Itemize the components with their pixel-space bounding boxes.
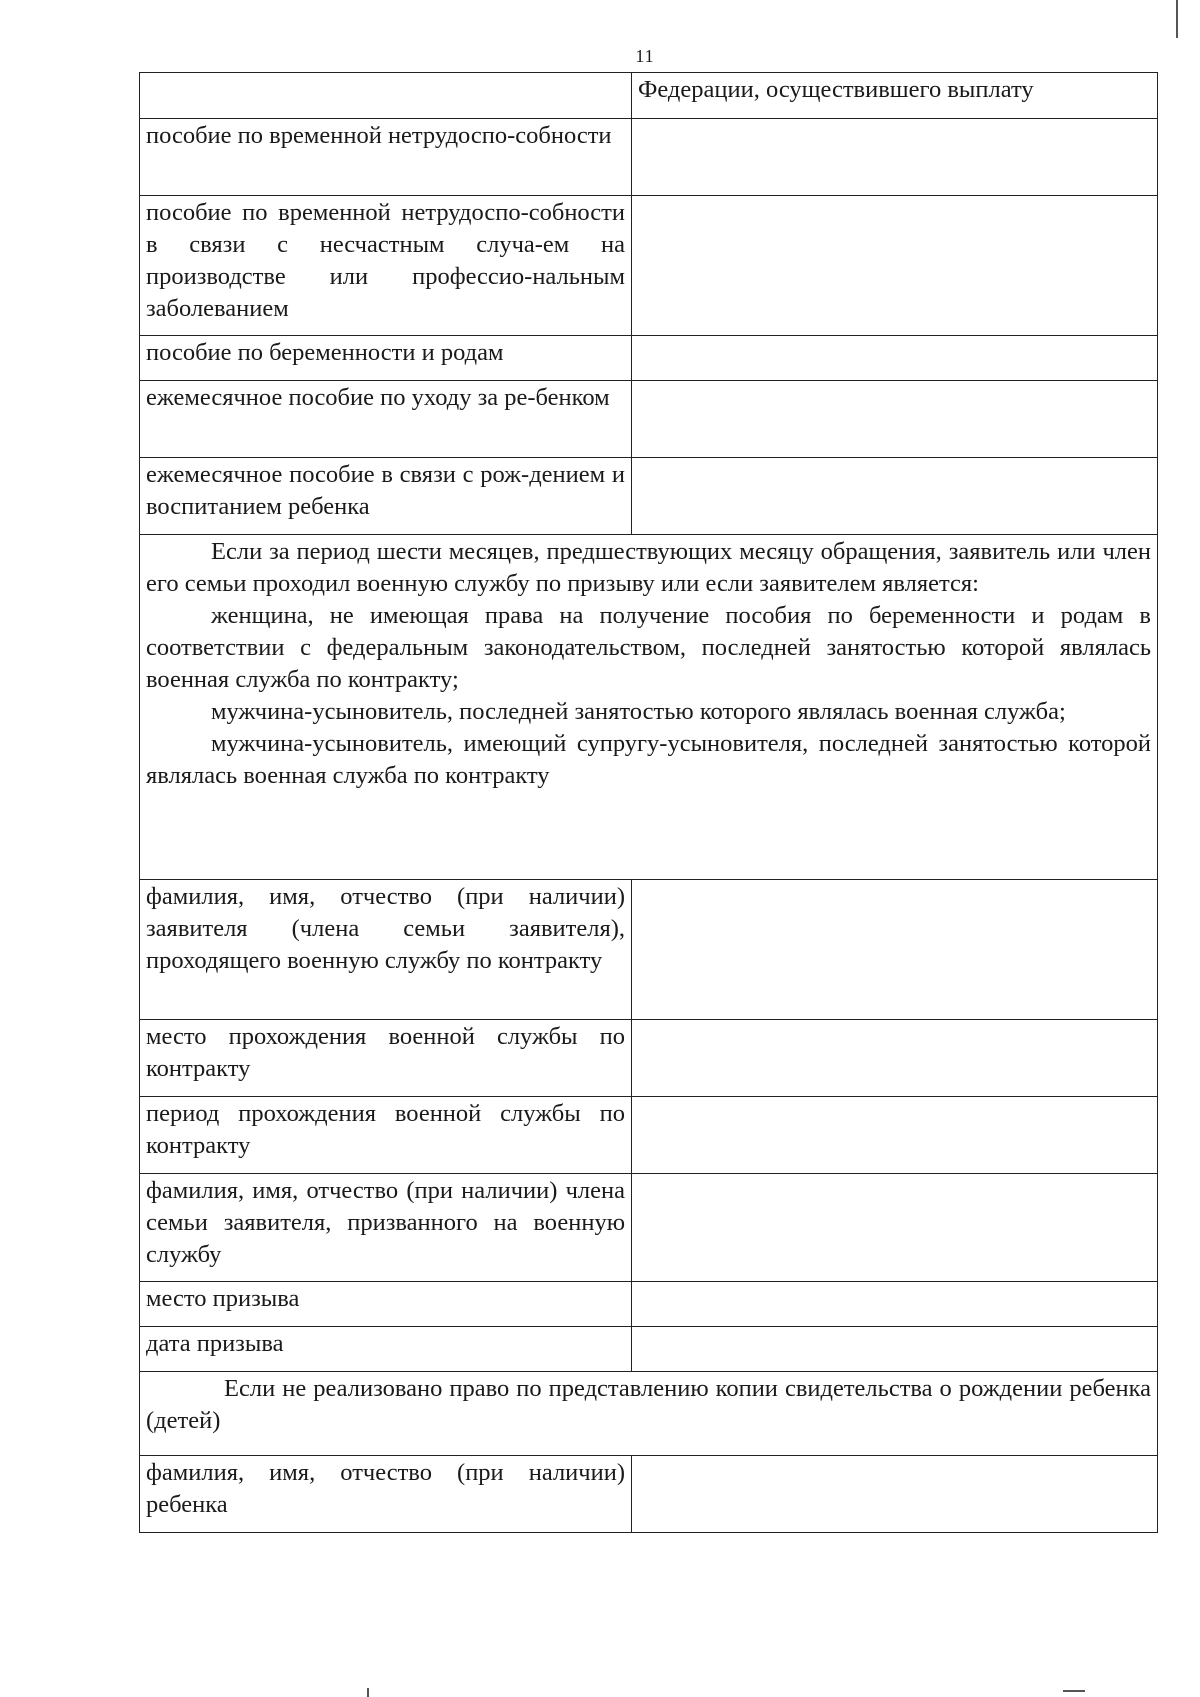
table-row xyxy=(140,880,1158,1020)
benefit-label: пособие по временной нетрудоспо-собности xyxy=(140,119,632,196)
section-paragraph: Если не реализовано право по представлению копии свидетельства о рождении ребенка (детей) xyxy=(146,1375,1151,1434)
birth-certificate-section xyxy=(140,1372,1158,1456)
table-row xyxy=(140,73,1158,119)
military-label: место призыва xyxy=(140,1282,632,1327)
section-paragraph: женщина, не имеющая права на получение пособия по беременности и родам в соответствии с федеральным законодательством, последней занятостью которой являлась военная служба по контракту; xyxy=(146,602,1151,693)
application-form-table xyxy=(139,72,1158,1533)
table-row xyxy=(140,119,1158,196)
section-paragraph: мужчина-усыновитель, последней занятостью которого являлась военная служба; xyxy=(211,698,1066,725)
military-value-field[interactable] xyxy=(632,1327,1158,1372)
table-row xyxy=(140,1020,1158,1097)
empty-label-cell xyxy=(140,73,632,119)
benefit-value-field[interactable] xyxy=(632,336,1158,381)
benefit-value-field[interactable] xyxy=(632,458,1158,535)
military-label: дата призыва xyxy=(140,1327,632,1372)
military-value-field[interactable] xyxy=(632,1097,1158,1174)
benefit-value-field[interactable] xyxy=(632,119,1158,196)
benefit-label: пособие по временной нетрудоспо-собности в связи с несчастным случа-ем на производстве или профессио-нальным заболеванием xyxy=(140,196,632,336)
military-value-field[interactable] xyxy=(632,1174,1158,1282)
section-row xyxy=(140,1372,1158,1456)
table-row xyxy=(140,336,1158,381)
section-paragraph: мужчина-усыновитель, имеющий супругу-усыновителя, последней занятостью которой являлась военная служба по контракту xyxy=(146,730,1151,789)
benefit-label: пособие по беременности и родам xyxy=(140,336,632,381)
benefit-label: ежемесячное пособие по уходу за ре-бенком xyxy=(140,381,632,458)
table-row xyxy=(140,1174,1158,1282)
military-label: фамилия, имя, отчество (при наличии) члена семьи заявителя, призванного на военную службу xyxy=(140,1174,632,1282)
scan-mark xyxy=(1063,1690,1085,1692)
benefit-value-field[interactable] xyxy=(632,196,1158,336)
section-paragraph: Если за период шести месяцев, предшествующих месяцу обращения, заявитель или член его семьи проходил военную службу по призыву или если заявителем является: xyxy=(146,538,1151,597)
scan-mark xyxy=(367,1688,369,1697)
table-row xyxy=(140,381,1158,458)
column-header-continuation: Федерации, осуществившего выплату xyxy=(632,73,1158,119)
page-number: 11 xyxy=(635,46,655,66)
military-value-field[interactable] xyxy=(632,1282,1158,1327)
benefit-value-field[interactable] xyxy=(632,381,1158,458)
table-row xyxy=(140,196,1158,336)
military-value-field[interactable] xyxy=(632,1020,1158,1097)
military-service-section xyxy=(140,535,1158,880)
military-value-field[interactable] xyxy=(632,880,1158,1020)
military-label: период прохождения военной службы по контракту xyxy=(140,1097,632,1174)
table-row xyxy=(140,1097,1158,1174)
table-row xyxy=(140,1456,1158,1533)
benefit-label: ежемесячное пособие в связи с рож-дением и воспитанием ребенка xyxy=(140,458,632,535)
military-label: фамилия, имя, отчество (при наличии) заявителя (члена семьи заявителя), проходящего военную службу по контракту xyxy=(140,880,632,1020)
section-row xyxy=(140,535,1158,880)
scan-mark xyxy=(1176,0,1178,38)
child-value-field[interactable] xyxy=(632,1456,1158,1533)
table-row xyxy=(140,1327,1158,1372)
table-row xyxy=(140,458,1158,535)
military-label: место прохождения военной службы по контракту xyxy=(140,1020,632,1097)
child-label: фамилия, имя, отчество (при наличии) ребенка xyxy=(140,1456,632,1533)
table-row xyxy=(140,1282,1158,1327)
